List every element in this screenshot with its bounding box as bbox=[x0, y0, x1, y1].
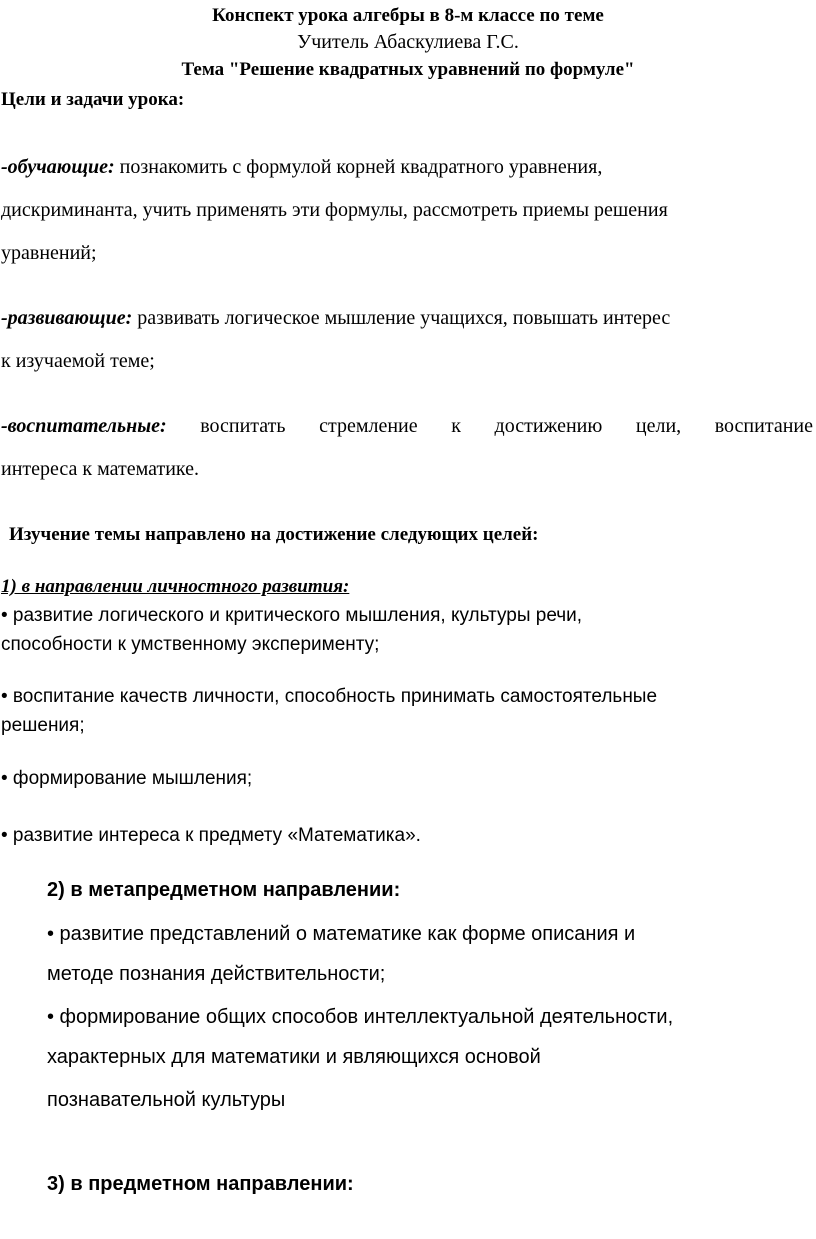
goal-upbringing bbox=[1, 413, 813, 439]
goal-developing-text-2: к изучаемой теме; bbox=[1, 350, 155, 372]
goal-educational bbox=[1, 154, 602, 180]
goal-educational-label: -обучающие: bbox=[1, 156, 115, 178]
teacher-name: Учитель Абаскулиева Г.С. bbox=[297, 31, 519, 53]
goal-upbringing-text-2: интереса к математике. bbox=[1, 458, 200, 480]
personal-item-2-line-2: решения; bbox=[1, 715, 85, 736]
personal-item-1-line-1: • развитие логического и критического мышления, культуры речи, bbox=[1, 605, 583, 626]
goals-heading: Цели и задачи урока: bbox=[1, 89, 185, 110]
personal-item-3: • формирование мышления; bbox=[1, 768, 253, 789]
personal-heading: 1) в направлении личностного развития: bbox=[1, 576, 350, 597]
meta-item-2-line-3: познавательной культуры bbox=[47, 1089, 286, 1111]
lesson-topic: Тема "Решение квадратных уравнений по формуле" bbox=[181, 59, 635, 80]
meta-item-1-line-1: • развитие представлений о математике как форме описания и bbox=[47, 923, 636, 945]
goal-upbringing-label: -воспитательные: bbox=[1, 415, 167, 437]
personal-item-1-line-2: способности к умственному эксперименту; bbox=[1, 634, 380, 655]
goal-educational-text-1: познакомить с формулой корней квадратного уравнения, bbox=[119, 156, 603, 178]
subject-heading: 3) в предметном направлении: bbox=[47, 1173, 354, 1195]
personal-item-2-line-1: • воспитание качеств личности, способность принимать самостоятельные bbox=[1, 686, 658, 707]
document-title: Конспект урока алгебры в 8-м классе по теме bbox=[212, 5, 604, 26]
meta-item-2-line-2: характерных для математики и являющихся основой bbox=[47, 1046, 541, 1068]
goal-educational-text-2: дискриминанта, учить применять эти формулы, рассмотреть приемы решения bbox=[1, 199, 668, 221]
goal-developing-text-1: развивать логическое мышление учащихся, повышать интерес bbox=[137, 307, 671, 329]
meta-item-1-line-2: методе познания действительности; bbox=[47, 963, 386, 985]
personal-item-4: • развитие интереса к предмету «Математика». bbox=[1, 825, 421, 846]
study-heading: Изучение темы направлено на достижение следующих целей: bbox=[9, 524, 539, 545]
goal-educational-text-3: уравнений; bbox=[1, 242, 97, 264]
meta-item-2-line-1: • формирование общих способов интеллектуальной деятельности, bbox=[47, 1006, 674, 1028]
goal-developing-label: -развивающие: bbox=[1, 307, 133, 329]
meta-heading: 2) в метапредметном направлении: bbox=[47, 879, 401, 901]
goal-upbringing-text-1: воспитать стремление к достижению цели, воспитание bbox=[200, 415, 813, 437]
goal-developing bbox=[1, 305, 670, 331]
